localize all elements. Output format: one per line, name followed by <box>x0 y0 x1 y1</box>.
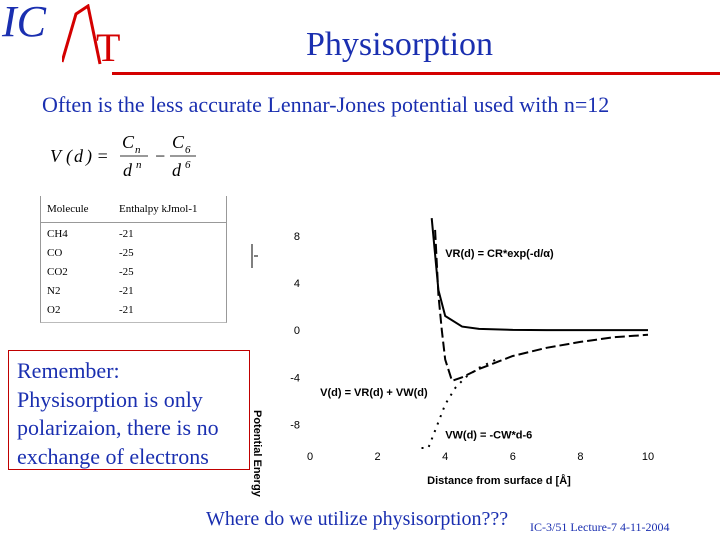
svg-text:−: − <box>154 146 167 166</box>
svg-text:V: V <box>50 146 61 166</box>
svg-text:d: d <box>123 160 132 180</box>
question-text: Where do we utilize physisorption??? <box>206 508 509 530</box>
y-tick-label: -8 <box>290 419 300 432</box>
footer-text: IC-3/51 Lecture-7 4-11-2004 <box>530 520 670 534</box>
page-title: Physisorption <box>306 26 494 63</box>
svg-text:6: 6 <box>185 159 191 171</box>
x-tick-label: 4 <box>442 451 449 463</box>
svg-text:C: C <box>172 132 185 152</box>
svg-text:(: ( <box>66 146 72 166</box>
cell-molecule: CH4 <box>47 228 68 240</box>
remember-line: Remember: <box>17 358 120 383</box>
cell-molecule: N2 <box>47 285 61 297</box>
x-axis-label: Distance from surface d [Å] <box>427 475 571 487</box>
logo-ic: IC <box>2 0 46 46</box>
annotation-repulsive: VR(d) = CR*exp(-d/α) <box>445 248 554 261</box>
x-tick-label: 8 <box>577 451 584 463</box>
svg-text:n: n <box>136 159 142 171</box>
svg-text:n: n <box>135 144 141 156</box>
cell-enthalpy: -21 <box>119 304 134 316</box>
lennard-jones-formula <box>50 126 240 186</box>
cell-molecule: O2 <box>47 304 61 316</box>
svg-text:C: C <box>122 132 135 152</box>
annotation-vdw: VW(d) = -CW*d-6 <box>445 429 533 442</box>
table-row <box>41 263 226 282</box>
table-row <box>41 301 226 320</box>
x-tick-label: 0 <box>306 451 314 463</box>
subtitle: Often is the less accurate Lennar-Jones potential used with n=12 <box>42 92 610 117</box>
remember-line: Physisorption is only <box>17 386 203 412</box>
cell-molecule: CO2 <box>47 266 68 278</box>
repulsive-curve <box>432 218 648 330</box>
remember-line: exchange of electrons <box>17 443 209 469</box>
x-tick-label: 10 <box>641 451 655 463</box>
logo-t: T <box>96 25 121 70</box>
enthalpy-table <box>40 196 227 323</box>
header-molecule: Molecule <box>47 203 89 215</box>
table-row <box>41 282 226 301</box>
cell-enthalpy: -25 <box>119 266 134 278</box>
title-divider <box>112 72 720 75</box>
annotation-total: V(d) = VR(d) + VW(d) <box>320 387 428 400</box>
remember-line: polarizaion, there is no <box>17 415 219 441</box>
svg-text:) =: ) = <box>86 146 109 166</box>
y-tick-label: 0 <box>293 325 300 338</box>
x-tick-label: 6 <box>509 451 516 463</box>
y-tick-label: -4 <box>290 372 300 385</box>
svg-text:6: 6 <box>185 144 191 156</box>
svg-text:d: d <box>74 146 83 166</box>
cell-enthalpy: -21 <box>119 228 134 240</box>
y-axis-label: Potential Energy <box>251 410 263 497</box>
y-tick-label: 8 <box>293 230 300 243</box>
remember-box <box>8 350 250 470</box>
header-enthalpy: Enthalpy kJmol-1 <box>119 203 198 215</box>
cell-molecule: CO <box>47 247 63 259</box>
plot-area <box>251 218 654 498</box>
table-row <box>41 225 226 244</box>
y-tick-label: 4 <box>293 277 300 290</box>
x-tick-label: 2 <box>374 451 381 463</box>
table-header <box>41 196 226 223</box>
potential-energy-chart <box>232 196 682 506</box>
cell-enthalpy: -25 <box>119 247 134 259</box>
svg-text:d: d <box>172 160 181 180</box>
table-row <box>41 244 226 263</box>
cell-enthalpy: -21 <box>119 285 134 297</box>
